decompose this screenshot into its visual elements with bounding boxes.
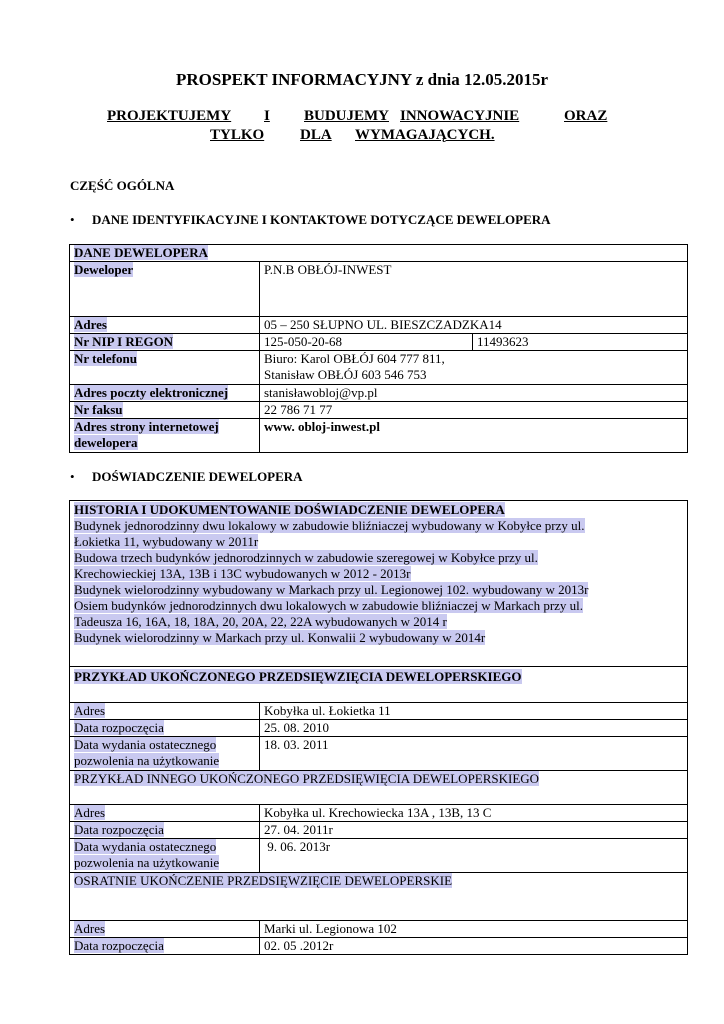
history-cell bbox=[70, 501, 688, 667]
history-line: Budowa trzech budynków jednorodzinnych w zabudowie szeregowej w Kobyłce przy ul. bbox=[74, 550, 538, 565]
example3-address-label: Adres bbox=[70, 921, 260, 938]
www-value[interactable]: www. obloj-inwest.pl bbox=[260, 419, 688, 453]
history-line: Budynek jednorodzinny dwu lokalowy w zabudowie bliźniaczej wybudowany w Kobyłce przy ul. bbox=[74, 518, 585, 533]
fax-label: Nr faksu bbox=[70, 402, 260, 419]
history-heading: HISTORIA I UDOKUMENTOWANIE DOŚWIADCZENIE DEWELOPERA bbox=[74, 502, 505, 517]
phone-line-2: Stanisław OBŁÓJ 603 546 753 bbox=[264, 367, 427, 382]
address-value: 05 – 250 SŁUPNO UL. BIESZCZADZKA14 bbox=[260, 317, 688, 334]
slogan-word-4: INNOWACYJNIE bbox=[400, 108, 520, 124]
nip-value: 125-050-20-68 bbox=[264, 334, 342, 349]
regon-value: 11493623 bbox=[472, 334, 529, 350]
slogan-word-8: WYMAGAJĄCYCH. bbox=[355, 127, 495, 143]
example2-address-label: Adres bbox=[70, 805, 260, 822]
developer-table-heading: DANE DEWELOPERA bbox=[70, 245, 688, 262]
slogan-word-5: ORAZ bbox=[564, 108, 608, 124]
history-line: Budynek wielorodzinny wybudowany w Markach przy ul. Legionowej 102. wybudowany w 2013r bbox=[74, 582, 589, 597]
section-experience-heading bbox=[70, 469, 303, 485]
fax-value: 22 786 71 77 bbox=[260, 402, 688, 419]
history-line: Budynek wielorodzinny w Markach przy ul. Konwalii 2 wybudowany w 2014r bbox=[74, 630, 486, 645]
section-ident-label: DANE IDENTYFIKACYJNE I KONTAKTOWE DOTYCZĄCE DEWELOPERA bbox=[92, 212, 551, 227]
slogan-word-1: PROJEKTUJEMY bbox=[107, 108, 232, 124]
www-label: Adres strony internetowej dewelopera bbox=[70, 419, 260, 453]
section-ident-heading bbox=[70, 212, 551, 228]
history-line: Osiem budynków jednorodzinnych dwu lokalowych w zabudowie bliźniaczej w Markach przy ul. bbox=[74, 598, 584, 613]
example2-permit-value: 9. 06. 2013r bbox=[260, 839, 688, 873]
example2-heading: PRZYKŁAD INNEGO UKOŃCZONEGO PRZEDSIĘWIĘCIA DEWELOPERSKIEGO bbox=[70, 771, 688, 805]
developer-table bbox=[69, 244, 688, 453]
phone-line-1: Biuro: Karol OBŁÓJ 604 777 811, bbox=[264, 351, 445, 366]
email-value: stanisławobloj@vp.pl bbox=[260, 385, 688, 402]
slogan-word-3: BUDUJEMY bbox=[304, 108, 389, 124]
nip-regon-label: Nr NIP I REGON bbox=[70, 334, 260, 351]
example2-permit-label: Data wydania ostatecznego pozwolenia na użytkowanie bbox=[70, 839, 260, 873]
example3-address-value: Marki ul. Legionowa 102 bbox=[260, 921, 688, 938]
document-title: PROSPEKT INFORMACYJNY z dnia 12.05.2015r bbox=[175, 70, 549, 89]
phone-label: Nr telefonu bbox=[70, 351, 260, 385]
example1-permit-value: 18. 03. 2011 bbox=[260, 737, 688, 771]
experience-table bbox=[69, 500, 688, 955]
example1-start-value: 25. 08. 2010 bbox=[260, 720, 688, 737]
bullet: • bbox=[70, 212, 75, 227]
history-line: Łokietka 11, wybudowany w 2011r bbox=[74, 534, 259, 549]
example1-permit-label: Data wydania ostatecznego pozwolenia na użytkowanie bbox=[70, 737, 260, 771]
nip-regon-value bbox=[260, 334, 688, 351]
slogan-word-7: DLA bbox=[300, 127, 332, 143]
history-line: Tadeusza 16, 16A, 18, 18A, 20, 20A, 22, 22A wybudowanych w 2014 r bbox=[74, 614, 447, 629]
address-label: Adres bbox=[70, 317, 260, 334]
example1-address-label: Adres bbox=[70, 703, 260, 720]
example1-address-value: Kobyłka ul. Łokietka 11 bbox=[260, 703, 688, 720]
example2-start-value: 27. 04. 2011r bbox=[260, 822, 688, 839]
phone-value bbox=[260, 351, 688, 385]
history-line: Krechowieckiej 13A, 13B i 13C wybudowanych w 2012 - 2013r bbox=[74, 566, 411, 581]
example2-address-value: Kobyłka ul. Krechowiecka 13A , 13B, 13 C bbox=[260, 805, 688, 822]
developer-label: Deweloper bbox=[70, 262, 260, 317]
example3-heading: OSRATNIE UKOŃCZENIE PRZEDSIĘWZIĘCIE DEWELOPERSKIE bbox=[70, 873, 688, 921]
section-experience-label: DOŚWIADCZENIE DEWELOPERA bbox=[92, 469, 303, 484]
section-general-heading: CZĘŚĆ OGÓLNA bbox=[70, 178, 175, 193]
example1-start-label: Data rozpoczęcia bbox=[70, 720, 260, 737]
example3-start-label: Data rozpoczęcia bbox=[70, 938, 260, 955]
developer-value: P.N.B OBŁÓJ-INWEST bbox=[260, 262, 688, 317]
slogan-word-6: TYLKO bbox=[210, 127, 265, 143]
example3-start-value: 02. 05 .2012r bbox=[260, 938, 688, 955]
email-label: Adres poczty elektronicznej bbox=[70, 385, 260, 402]
slogan-word-2: I bbox=[264, 108, 270, 124]
example1-heading: PRZYKŁAD UKOŃCZONEGO PRZEDSIĘWZIĘCIA DEWELOPERSKIEGO bbox=[70, 667, 688, 703]
bullet: • bbox=[70, 469, 75, 484]
example2-start-label: Data rozpoczęcia bbox=[70, 822, 260, 839]
